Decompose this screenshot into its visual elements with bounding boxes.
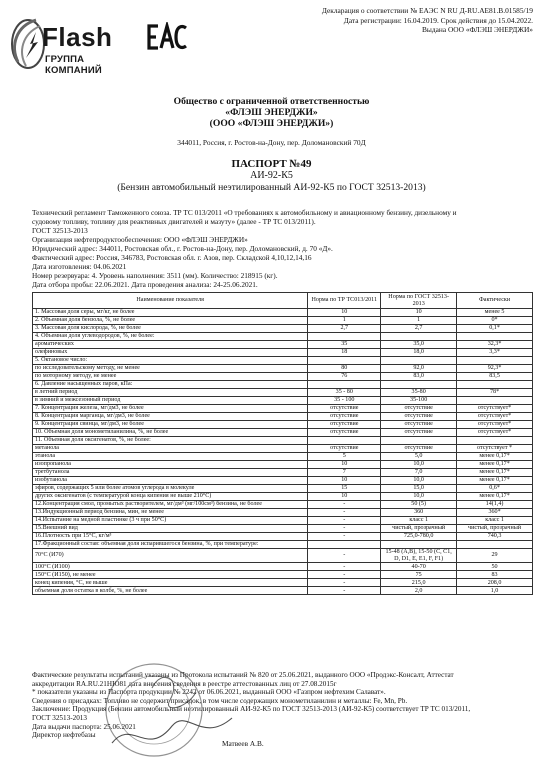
cell-actual: менее 0,17* [457, 453, 533, 461]
header-norm-gost: Норма по ГОСТ 32513-2013 [381, 293, 457, 309]
cell-parameter: 16.Плотность при 15°С, кг/м³ [33, 533, 308, 541]
cell-norm-tr: отсутствие [308, 445, 381, 453]
cell-actual: 83,5 [457, 373, 533, 381]
cell-norm-tr: 35 - 100 [308, 397, 381, 405]
cell-parameter: 10. Объемная доля монометиланилина, %, не более [33, 429, 308, 437]
cell-norm-gost: 10 [381, 309, 457, 317]
cell-actual: 83 [457, 571, 533, 579]
cell-actual: 50 [457, 563, 533, 571]
cell-norm-gost: 15,0 [381, 485, 457, 493]
table-row [33, 579, 533, 587]
specifications-table [32, 292, 533, 595]
cell-actual: 32,3* [457, 341, 533, 349]
cell-parameter: олефиновых [33, 349, 308, 357]
info-line: Организация нефтепродуктообеспечения: ООО «ФЛЭШ ЭНЕРДЖИ» [32, 235, 248, 244]
cell-actual: 92,3* [457, 365, 533, 373]
brand-subtitle: ГРУППА КОМПАНИЙ [45, 54, 102, 76]
cell-parameter: объемная доля остатка в колбе, %, не более [33, 587, 308, 595]
cell-parameter: в летний период [33, 389, 308, 397]
table-row [33, 563, 533, 571]
cell-norm-tr: отсутствие [308, 405, 381, 413]
cell-actual [457, 541, 533, 549]
cell-norm-tr: 35 - 80 [308, 389, 381, 397]
cell-norm-tr: - [308, 501, 381, 509]
cell-norm-gost: 83,0 [381, 373, 457, 381]
footer-line: Заключение: Продукция (Бензин автомобильный неэтилированный АИ-92-К5 по ГОСТ 32513-2013 (АИ-92-К5) соответствует ТР ТС 013/2011, [32, 705, 471, 714]
company-address: 344011, Россия, г. Ростов-на-Дону, пер. Доломановский 70Д [177, 138, 366, 147]
cell-norm-gost: 10,0 [381, 461, 457, 469]
cell-parameter: изобутанола [33, 477, 308, 485]
table-row [33, 571, 533, 579]
footer-line: Дата выдачи паспорта: 25.06.2021 [32, 722, 136, 731]
cell-norm-gost: 35-80 [381, 389, 457, 397]
cell-norm-tr: - [308, 525, 381, 533]
table-row [33, 397, 533, 405]
passport-title-block [0, 158, 543, 194]
cell-parameter: других оксигенатов (с температурой конца кипения не выше 210°С) [33, 493, 308, 501]
table-row [33, 461, 533, 469]
cell-actual [457, 357, 533, 365]
table-row [33, 549, 533, 563]
cell-norm-gost: 15-48 (А,В), 15-50 (С, С1, D, D1, Е, Е1, F, F1) [381, 549, 457, 563]
cell-parameter: 3. Массовая доля кислорода, %, не более [33, 325, 308, 333]
cell-actual: 3,3* [457, 349, 533, 357]
cell-actual [457, 333, 533, 341]
cell-norm-gost: 725,0-780,0 [381, 533, 457, 541]
cell-norm-gost: отсутствие [381, 445, 457, 453]
info-line: Номер резервуара: 4. Уровень наполнения: 3511 (мм). Количество: 218915 (кг). [32, 271, 278, 280]
table-row [33, 509, 533, 517]
cell-norm-tr: 10 [308, 477, 381, 485]
cell-norm-gost: 1 [381, 317, 457, 325]
table-row [33, 501, 533, 509]
table-row [33, 413, 533, 421]
cell-actual: отсутствует* [457, 429, 533, 437]
table-row [33, 357, 533, 365]
footer-line: Директор нефтебазы [32, 731, 96, 740]
cell-actual: 29 [457, 549, 533, 563]
table-row [33, 429, 533, 437]
cell-norm-gost: отсутствие [381, 405, 457, 413]
cell-norm-gost: 2,7 [381, 325, 457, 333]
passport-info [32, 208, 532, 289]
company-name-block [0, 96, 543, 129]
cell-actual: 208,0 [457, 579, 533, 587]
cell-norm-tr: - [308, 571, 381, 579]
cell-parameter: 9. Концентрация свинца, мг/дм3, не более [33, 421, 308, 429]
cell-norm-tr: - [308, 563, 381, 571]
table-row [33, 317, 533, 325]
cell-norm-gost: 215,0 [381, 579, 457, 587]
info-line: Дата изготовления: 04.06.2021 [32, 262, 127, 271]
table-row [33, 587, 533, 595]
footer-line: аккредитации RA.RU.21HЮ81 дата внесения сведения в реестре аттестованных лиц от 27.08.2015г [32, 679, 337, 688]
table-row [33, 437, 533, 445]
cell-parameter: 1. Массовая доля серы, мг/кг, не более [33, 309, 308, 317]
cell-norm-tr [308, 541, 381, 549]
cell-norm-gost [381, 333, 457, 341]
table-row [33, 533, 533, 541]
cell-parameter: изопропанола [33, 461, 308, 469]
cell-parameter: 7. Концентрация железа, мг/дм3, не более [33, 405, 308, 413]
table-header-row [33, 293, 533, 309]
cell-norm-tr [308, 381, 381, 389]
cell-parameter: по моторному методу, не менее [33, 373, 308, 381]
cell-actual: менее 0,17* [457, 469, 533, 477]
cell-actual [457, 437, 533, 445]
cell-parameter: 5. Октановое число: [33, 357, 308, 365]
info-line: Технический регламент Таможенного союза. ТР ТС 013/2011 «О требованиях к автомобильному и авиационному бензину, дизельному и [32, 208, 457, 217]
cell-norm-tr: 10 [308, 461, 381, 469]
declaration-block [322, 6, 533, 35]
cell-norm-tr: 2,7 [308, 325, 381, 333]
info-line: ГОСТ 32513-2013 [32, 226, 88, 235]
cell-norm-tr: 7 [308, 469, 381, 477]
cell-norm-tr: - [308, 587, 381, 595]
cell-norm-gost: 18,0 [381, 349, 457, 357]
declaration-line-1: Декларация о соответствии № ЕАЭС N RU Д-RU.АЕ81.В.01585/19 [321, 6, 533, 15]
company-line-1: Общество с ограниченной ответственностью [173, 96, 370, 107]
cell-parameter: 11. Объемная доля оксигенатов, %, не более: [33, 437, 308, 445]
table-row [33, 381, 533, 389]
cell-norm-tr: 18 [308, 349, 381, 357]
cell-norm-gost: 2,0 [381, 587, 457, 595]
cell-norm-gost: отсутствие [381, 413, 457, 421]
header-norm-tr: Норма по ТР ТС013/2011 [308, 293, 381, 309]
cell-norm-tr: 1 [308, 317, 381, 325]
cell-actual: 0,1* [457, 325, 533, 333]
cell-parameter: 70°С (И70) [33, 549, 308, 563]
footer-line: Сведения о присадках: Топливо не содержит присадок, в том числе содержащих монометиланилин и металлы: Fe, Mn, Pb. [32, 696, 408, 705]
table-row [33, 349, 533, 357]
fuel-grade: АИ-92-К5 [250, 170, 293, 181]
cell-norm-tr: отсутствие [308, 429, 381, 437]
header-parameter: Наименование показателя [33, 293, 308, 309]
signature-stamp-icon [92, 648, 242, 763]
footer-line: * показатели указаны из Паспорта продукции № 2242 от 06.06.2021, выданный ООО «Газпром нефтехим Салават». [32, 688, 386, 697]
cell-actual: отсутствует * [457, 445, 533, 453]
cell-actual [457, 397, 533, 405]
signer-name: Матвеев А.В. [222, 739, 264, 748]
cell-norm-tr: 5 [308, 453, 381, 461]
cell-actual: 740,3 [457, 533, 533, 541]
table-row [33, 445, 533, 453]
table-row [33, 365, 533, 373]
cell-parameter: 8. Концентрация марганца, мг/дм3, не более [33, 413, 308, 421]
cell-norm-gost [381, 437, 457, 445]
cell-parameter: ароматических [33, 341, 308, 349]
table-row [33, 333, 533, 341]
cell-parameter: 17.Фракционный состав: объемная доля испарившегося бензина, %, при температуре: [33, 541, 308, 549]
cell-norm-gost: отсутствие [381, 429, 457, 437]
declaration-line-3: Выдана ООО «ФЛЭШ ЭНЕРДЖИ» [421, 25, 533, 34]
cell-norm-tr: 15 [308, 485, 381, 493]
cell-parameter: 12.Концентрация смол, промытых растворителем, мг/дм³ (мг/100см³) бензина, не более [33, 501, 308, 509]
cell-norm-gost: чистый, прозрачный [381, 525, 457, 533]
cell-actual: менее 0,17* [457, 477, 533, 485]
cell-norm-tr: 80 [308, 365, 381, 373]
cell-norm-gost: 5,0 [381, 453, 457, 461]
cell-norm-tr: 35 [308, 341, 381, 349]
cell-parameter: третбутанола [33, 469, 308, 477]
table-row [33, 325, 533, 333]
table-row [33, 477, 533, 485]
cell-parameter: по исследовательскому методу, не менее [33, 365, 308, 373]
cell-actual: 1,0 [457, 587, 533, 595]
cell-norm-tr: 10 [308, 309, 381, 317]
table-row [33, 541, 533, 549]
cell-norm-gost: 92,0 [381, 365, 457, 373]
cell-norm-tr: отсутствие [308, 413, 381, 421]
cell-parameter: 14.Испытание на медной пластинке (3 ч при 50°С) [33, 517, 308, 525]
cell-parameter: метанола [33, 445, 308, 453]
cell-norm-tr [308, 357, 381, 365]
header-actual: Фактически [457, 293, 533, 309]
cell-actual [457, 381, 533, 389]
cell-norm-tr: - [308, 579, 381, 587]
table-row [33, 405, 533, 413]
cell-actual: 78* [457, 389, 533, 397]
table-row [33, 373, 533, 381]
cell-actual: менее 0,17* [457, 493, 533, 501]
cell-parameter: конец кипения, °С, не выше [33, 579, 308, 587]
info-line: Фактический адрес: Россия, 346783, Ростовская обл. г. Азов, пер. Складской 4,10,12,14,16 [32, 253, 312, 262]
cell-parameter: эфиров, содержащих 5 или более атомов углерода в молекуле [33, 485, 308, 493]
cell-norm-gost: 35,0 [381, 341, 457, 349]
table-row [33, 469, 533, 477]
fuel-description: (Бензин автомобильный неэтилированный АИ-92-К5 по ГОСТ 32513-2013) [117, 182, 426, 193]
company-logo [8, 12, 138, 84]
cell-actual: отсутствует* [457, 413, 533, 421]
cell-norm-gost [381, 381, 457, 389]
cell-norm-tr: - [308, 549, 381, 563]
info-line: Дата отбора пробы: 22.06.2021. Дата проведения анализа: 24-25.06.2021. [32, 280, 258, 289]
passport-title: ПАСПОРТ №49 [231, 158, 312, 170]
table-row [33, 341, 533, 349]
info-line: Юридический адрес: 344011, Ростовская обл., г. Ростов-на-Дону, пер. Доломановский, д. 70 «Д». [32, 244, 333, 253]
cell-norm-tr: - [308, 517, 381, 525]
cell-norm-gost: 50 (5) [381, 501, 457, 509]
cell-actual: отсутствует* [457, 421, 533, 429]
table-row [33, 485, 533, 493]
cell-norm-gost: 75 [381, 571, 457, 579]
table-row [33, 453, 533, 461]
table-row [33, 517, 533, 525]
cell-norm-tr: - [308, 533, 381, 541]
cell-norm-gost: класс 1 [381, 517, 457, 525]
cell-norm-gost: 10,0 [381, 477, 457, 485]
cell-parameter: 6. Давление насыщенных паров, кПа: [33, 381, 308, 389]
cell-norm-tr: 76 [308, 373, 381, 381]
info-line: судовому топливу, топливу для реактивных двигателей и мазуту» (далее - ТР ТС 013/2011). [32, 217, 316, 226]
cell-norm-tr: - [308, 509, 381, 517]
footer-line: ГОСТ 32513-2013 [32, 713, 87, 722]
cell-actual: менее 5 [457, 309, 533, 317]
cell-parameter: 2. Объемная доля бензола, %, не более [33, 317, 308, 325]
table-row [33, 493, 533, 501]
cell-actual: класс 1 [457, 517, 533, 525]
cell-parameter: 150°С (И150), не менее [33, 571, 308, 579]
table-row [33, 389, 533, 397]
declaration-line-2: Дата регистрации: 16.04.2019. Срок действия до 15.04.2022. [343, 15, 533, 25]
cell-norm-tr [308, 437, 381, 445]
cell-norm-gost: 40-70 [381, 563, 457, 571]
brand-name: Flash [42, 22, 113, 52]
cell-actual: 0* [457, 317, 533, 325]
cell-parameter: 15.Внешний вид [33, 525, 308, 533]
cell-actual: 14(1,4) [457, 501, 533, 509]
cell-parameter: в зимний и межсезонный период [33, 397, 308, 405]
cell-parameter: 4. Объемная доля углеводородов, %, не более: [33, 333, 308, 341]
table-row [33, 525, 533, 533]
cell-norm-tr: 10 [308, 493, 381, 501]
cell-norm-tr [308, 333, 381, 341]
cell-norm-gost: отсутствие [381, 421, 457, 429]
company-line-2: «ФЛЭШ ЭНЕРДЖИ» [225, 107, 318, 118]
cell-norm-gost: 360 [381, 509, 457, 517]
cell-actual: отсутствует* [457, 405, 533, 413]
cell-actual: 360* [457, 509, 533, 517]
footer-line: Фактические результаты испытаний указаны из Протокола испытаний № 820 от 25.06.2021, выданного ООО «Продэкс-Консалт, Аттестат [32, 671, 454, 679]
cell-norm-gost: 10,0 [381, 493, 457, 501]
company-line-3: (ООО «ФЛЭШ ЭНЕРДЖИ») [209, 118, 334, 129]
cell-parameter: 13.Индукционный период бензина, мин, не менее [33, 509, 308, 517]
cell-norm-tr: отсутствие [308, 421, 381, 429]
cell-parameter: этанола [33, 453, 308, 461]
table-row [33, 421, 533, 429]
cell-parameter: 100°С (И100) [33, 563, 308, 571]
cell-norm-gost [381, 541, 457, 549]
cell-norm-gost: 35-100 [381, 397, 457, 405]
cell-norm-gost [381, 357, 457, 365]
eac-mark-icon [146, 22, 188, 52]
cell-actual: менее 0,17* [457, 461, 533, 469]
cell-actual: 0,6* [457, 485, 533, 493]
cell-norm-gost: 7,0 [381, 469, 457, 477]
table-row [33, 309, 533, 317]
cell-actual: чистый, прозрачный [457, 525, 533, 533]
